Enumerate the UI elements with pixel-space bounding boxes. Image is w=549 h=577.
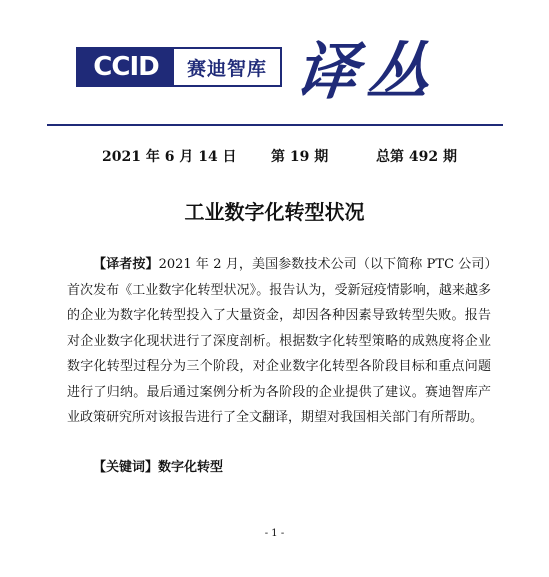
keywords-line xyxy=(93,456,223,475)
issue-date: 2021 年 6 月 14 日 xyxy=(102,149,237,165)
abstract-lead: 【译者按】 xyxy=(93,257,159,272)
header-divider xyxy=(47,124,503,126)
document-title: 工业数字化转型状况 xyxy=(184,200,365,224)
logo-ccid-text: CCID xyxy=(78,49,174,85)
abstract-paragraph xyxy=(67,252,491,431)
issue-number: 第 19 期 xyxy=(271,149,329,165)
keywords-lead: 【关键词】 xyxy=(93,460,159,475)
issue-total: 总第 492 期 xyxy=(376,149,457,165)
abstract-text: 2021 年 2 月，美国参数技术公司（以下简称 PTC 公司）首次发布《工业数字化转型状况》。报告认为，受新冠疫情影响，越来越多的企业为数字化转型投入了大量资金，却因各种因素导致转型失败。报告对企业数字化现状进行了深度剖析。根据数字化转型策略的成熟度将企业数字化转型过程分为三个阶段，对企业数字化转型各阶段目标和重点问题进行了归纳。最后通过案例分析为各阶段的企业提供了建议。赛迪智库产业政策研究所对该报告进行了全文翻译，期望对我国相关部门有所帮助。 xyxy=(67,257,491,425)
document-header xyxy=(0,0,549,130)
series-name: 译丛 xyxy=(291,35,444,108)
ccid-logo xyxy=(76,47,282,87)
keywords-text: 数字化转型 xyxy=(158,460,224,475)
page-number: - 1 - xyxy=(264,528,285,539)
logo-chinese-text: 赛迪智库 xyxy=(186,57,267,80)
